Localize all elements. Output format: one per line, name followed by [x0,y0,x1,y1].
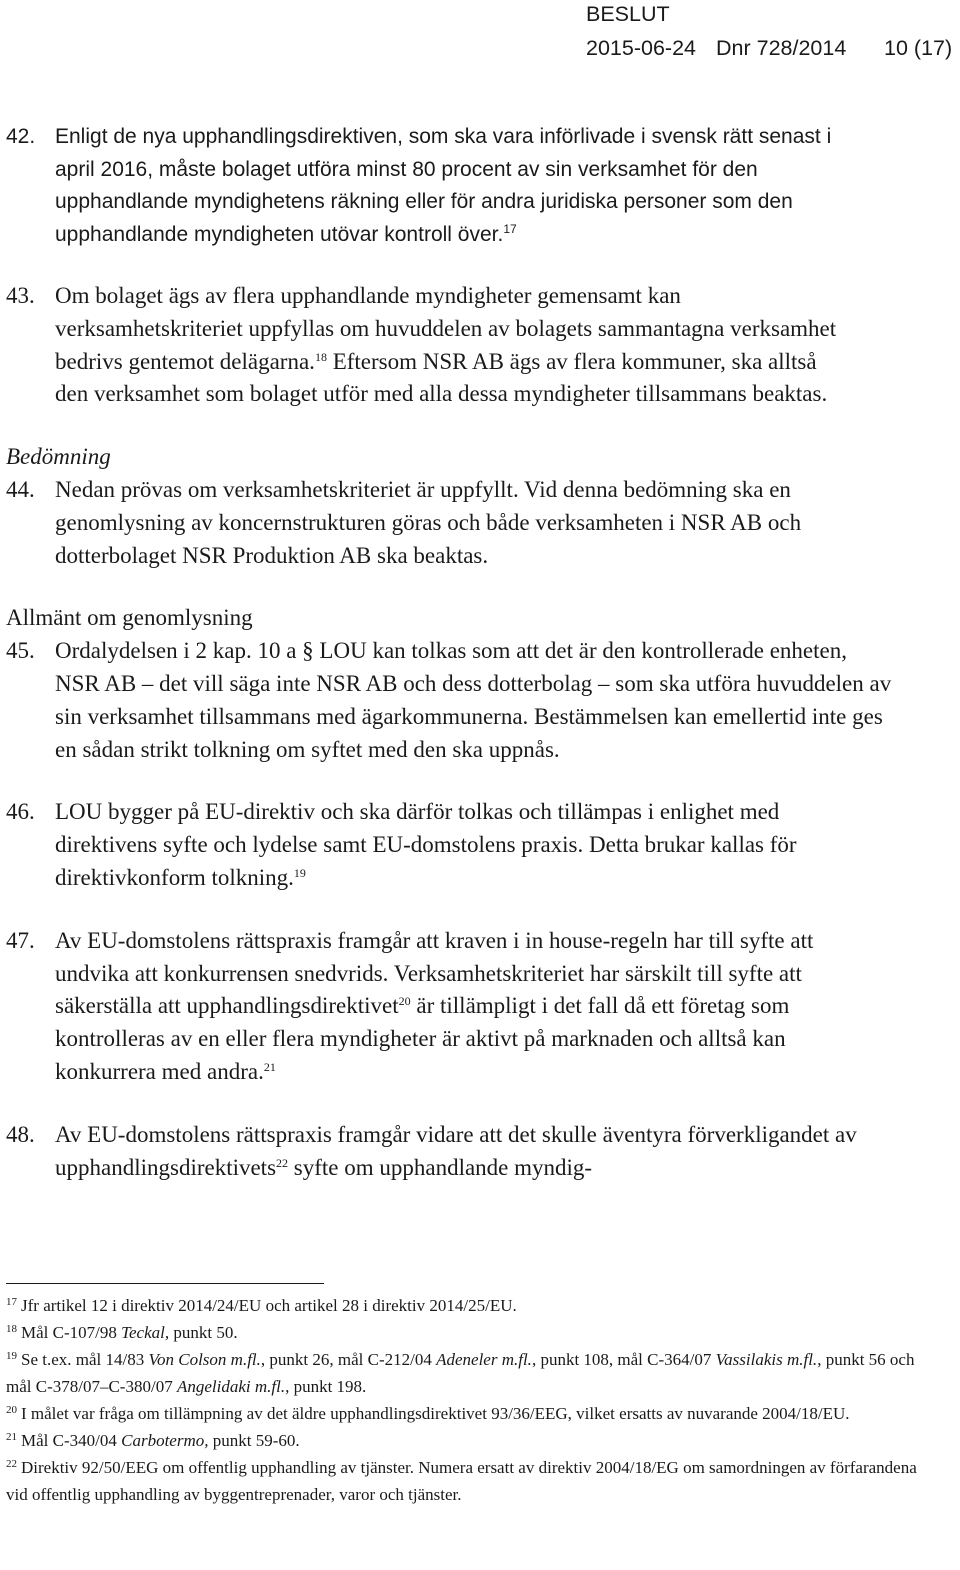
paragraph-number: 46. [6,799,35,825]
footnote-text-end: , punkt 198. [285,1377,367,1396]
footnote-ref: 20 [398,994,411,1009]
paragraph-text: Om bolaget ägs av flera upphandlande myndigheter gemensamt kan verksamhetskriteriet uppfyllas om huvuddelen av bolagets sammantagna verksamhet bedrivs gentemot delägarna. [55,283,837,374]
header-meta [586,34,952,62]
footnote-text: Mål C-107/98 [21,1323,122,1342]
paragraph-42 [6,121,867,251]
paragraph-text: Ordalydelsen i 2 kap. 10 a § LOU kan tolkas som att det är den kontrollerade enheten, NSR AB – det vill säga inte NSR AB och dess dotterbolag – som ska utföra huvuddelen av sin verksamhet tillsammans med ägarkommunerna. Bestämmelsen kan emellertid inte ges en sådan strikt tolkning om syftet med den ska uppnås. [55,638,892,762]
footnote-22 [6,1454,936,1508]
document-type: BESLUT [586,2,670,26]
footnote-text: Jfr artikel 12 i direktiv 2014/24/EU och artikel 28 i direktiv 2014/25/EU. [21,1296,517,1315]
footnote-text: , punkt 108, mål C-364/07 [531,1350,716,1369]
footnote-text-end: punkt 59-60. [208,1431,300,1450]
document-body [6,121,906,1184]
footnote-ref: 21 [263,1059,276,1074]
section-heading-genomlysning: Allmänt om genomlysning [6,605,253,631]
paragraph-text: Av EU-domstolens rättspraxis framgår vidare att det skulle äventyra förverkligandet av upphandlingsdirektivets [55,1121,857,1180]
footnote-19 [6,1346,936,1400]
paragraph-text: Av EU-domstolens rättspraxis framgår att kraven i in house-regeln har till syfte att undvika att konkurrensen snedvrids. Verksamhetskriteriet har särskilt till syfte att säkerställa att upphandlingsdirektivet [55,927,814,1019]
case-name: Von Colson m.fl. [148,1350,261,1369]
footnote-ref: 17 [503,221,517,236]
paragraph-46 [6,796,885,894]
paragraph-48 [6,1119,885,1185]
paragraph-number: 48. [6,1121,35,1147]
paragraph-47 [6,925,885,1089]
footnote-number: 19 [6,1350,17,1362]
paragraph-text-continued: syfte om upphandlande myndig- [288,1154,593,1180]
footnote-ref: 18 [314,349,327,364]
page-number: 10 (17) [884,36,953,60]
footnote-text: , punkt 26, mål C-212/04 [260,1350,437,1369]
section-heading-bedomning [6,441,906,474]
case-name: Carbotermo, [121,1431,209,1450]
paragraph-number: 45. [6,638,35,664]
paragraph-number: 43. [6,283,35,308]
paragraph-text-continued: är tillämpligt i det fall då ett företag som kontrolleras av en eller flera myndigheter är aktivt på marknaden och alltså kan konkurrera med andra. [55,993,790,1084]
paragraph-text-continued: Eftersom NSR AB ägs av flera kommuner, ska alltså den verksamhet som bolaget utför med alla dessa myndigheter tillsammans beaktas. [55,348,828,407]
paragraph-44 [6,474,870,572]
footnote-text: Direktiv 92/50/EEG om offentlig upphandling av tjänster. Numera ersatt av direktiv 2004/18/EG om samordningen av förfarandena vid offentlig upphandling av byggentreprenader, varor och tjänster. [6,1458,917,1504]
footnote-number: 20 [6,1404,17,1416]
case-name: Adeneler m.fl. [436,1350,532,1369]
footnote-number: 17 [6,1296,17,1308]
footnote-text: Se t.ex. mål 14/83 [21,1350,149,1369]
paragraph-text: LOU bygger på EU-direktiv och ska därför tolkas och tillämpas i enlighet med direktivens syfte och lydelse samt EU-domstolens praxis. Detta brukar kallas för direktivkonform tolkning. [55,799,797,890]
paragraph-45 [6,635,895,766]
footnote-text: Mål C-340/04 [21,1431,122,1450]
footnote-text: I målet var fråga om tillämpning av det äldre upphandlingsdirektivet 93/36/EEG, vilket ersatts av nuvarande 2004/18/EU. [21,1404,850,1423]
paragraph-text: Enligt de nya upphandlingsdirektiven, som ska vara införlivade i svensk rätt senast i april 2016, måste bolaget utföra minst 80 procent av sin verksamhet för den upphandlande myndighetens räkning eller för andra juridiska personer som den upphandlande myndigheten utövar kontroll över. [55,125,832,246]
footnote-number: 18 [6,1323,17,1335]
footnotes [6,1283,936,1508]
footnote-21 [6,1427,936,1454]
case-name: Teckal, [121,1323,170,1342]
footnote-text: , punkt 56 och mål C-378/07–C-380/07 [6,1350,915,1396]
case-number: Dnr 728/2014 [716,36,847,60]
footnote-ref: 19 [293,865,306,880]
footnote-divider [6,1283,324,1284]
heading-text: Bedömning [6,444,111,470]
decision-date: 2015-06-24 [586,36,696,60]
footnote-18 [6,1319,936,1346]
paragraph-text: Nedan prövas om verksamhetskriteriet är uppfyllt. Vid denna bedömning ska en genomlysning av koncernstrukturen göras och både verksamheten i NSR AB och dotterbolaget NSR Produktion AB ska beaktas. [55,476,802,568]
footnote-number: 22 [6,1458,17,1470]
paragraph-number: 42. [6,125,36,148]
paragraph-number: 47. [6,927,35,953]
paragraph-43 [6,280,845,411]
footnote-ref: 22 [276,1155,289,1170]
case-name: Angelidaki m.fl. [176,1377,286,1396]
paragraph-number: 44. [6,476,35,502]
footnote-text-end: punkt 50. [169,1323,238,1342]
case-name: Vassilakis m.fl. [715,1350,818,1369]
footnote-number: 21 [6,1431,17,1443]
footnote-17 [6,1292,936,1319]
footnote-20 [6,1400,936,1427]
